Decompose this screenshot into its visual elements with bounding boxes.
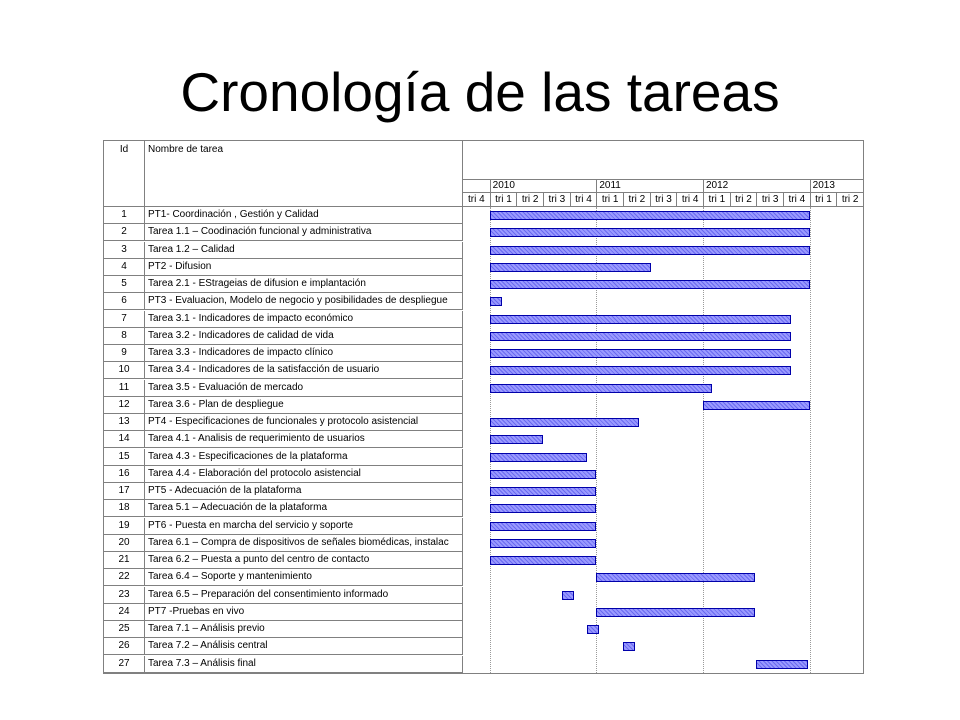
- task-id-cell: 13: [104, 414, 145, 431]
- task-bar: [623, 642, 635, 651]
- quarter-label: tri 2: [623, 193, 650, 207]
- task-bar: [490, 435, 543, 444]
- task-id-cell: 16: [104, 466, 145, 483]
- task-id-cell: 1: [104, 207, 145, 224]
- id-column-header: Id: [104, 141, 145, 207]
- task-name-cell: Tarea 7.2 – Análisis central: [145, 638, 463, 655]
- task-bar: [703, 401, 810, 410]
- task-id-cell: 23: [104, 587, 145, 604]
- task-id-cell: 12: [104, 397, 145, 414]
- task-name-cell: PT1- Coordinación , Gestión y Calidad: [145, 207, 463, 224]
- task-name-cell: Tarea 6.5 – Preparación del consentimiento informado: [145, 587, 463, 604]
- task-id-cell: 27: [104, 656, 145, 673]
- task-id-cell: 15: [104, 449, 145, 466]
- task-bar: [490, 453, 587, 462]
- task-name-cell: Tarea 4.1 - Analisis de requerimiento de usuarios: [145, 431, 463, 448]
- task-name-cell: PT6 - Puesta en marcha del servicio y soporte: [145, 518, 463, 535]
- task-bar: [587, 625, 599, 634]
- gantt-chart: [103, 140, 864, 674]
- task-bar: [596, 608, 755, 617]
- task-bar: [490, 228, 810, 237]
- task-id-cell: 25: [104, 621, 145, 638]
- task-bar: [490, 366, 791, 375]
- timescale-header: [463, 141, 863, 207]
- task-bar: [490, 297, 502, 306]
- quarter-label: tri 1: [596, 193, 623, 207]
- quarter-label: tri 2: [836, 193, 863, 207]
- task-name-column-header: Nombre de tarea: [145, 141, 463, 207]
- task-id-cell: 26: [104, 638, 145, 655]
- task-bar: [490, 522, 597, 531]
- task-bar: [490, 539, 597, 548]
- quarter-label: tri 1: [810, 193, 837, 207]
- task-name-cell: Tarea 7.1 – Análisis previo: [145, 621, 463, 638]
- quarter-label: tri 3: [650, 193, 677, 207]
- task-bar: [490, 487, 597, 496]
- task-name-cell: PT2 - Difusion: [145, 259, 463, 276]
- year-label: 2012: [703, 180, 810, 193]
- task-name-cell: Tarea 3.5 - Evaluación de mercado: [145, 380, 463, 397]
- task-name-cell: Tarea 6.1 – Compra de dispositivos de señales biomédicas, instalac: [145, 535, 463, 552]
- task-bar: [490, 504, 597, 513]
- task-bar: [490, 211, 810, 220]
- quarter-label: tri 3: [543, 193, 570, 207]
- task-name-cell: Tarea 3.6 - Plan de despliegue: [145, 397, 463, 414]
- task-bar: [490, 263, 651, 272]
- task-bar: [490, 332, 791, 341]
- task-bar: [490, 246, 810, 255]
- task-id-cell: 6: [104, 293, 145, 310]
- task-bar: [490, 556, 597, 565]
- year-label: 2010: [490, 180, 597, 193]
- quarter-label: tri 2: [516, 193, 543, 207]
- task-id-cell: 10: [104, 362, 145, 379]
- quarter-label: tri 4: [570, 193, 597, 207]
- quarter-label: tri 3: [756, 193, 783, 207]
- task-name-cell: PT7 -Pruebas en vivo: [145, 604, 463, 621]
- task-bar: [490, 384, 713, 393]
- year-label: 2011: [596, 180, 703, 193]
- year-label: 2013: [810, 180, 863, 193]
- task-id-cell: 3: [104, 242, 145, 259]
- task-bar: [490, 280, 810, 289]
- task-id-cell: 9: [104, 345, 145, 362]
- task-id-cell: 2: [104, 224, 145, 241]
- task-name-cell: Tarea 5.1 – Adecuación de la plataforma: [145, 500, 463, 517]
- task-name-cell: Tarea 6.4 – Soporte y mantenimiento: [145, 569, 463, 586]
- year-gridline: [596, 207, 597, 673]
- task-bar: [490, 315, 791, 324]
- task-id-cell: 4: [104, 259, 145, 276]
- task-id-cell: 8: [104, 328, 145, 345]
- task-name-cell: PT3 - Evaluacion, Modelo de negocio y posibilidades de despliegue: [145, 293, 463, 310]
- task-id-cell: 19: [104, 518, 145, 535]
- task-name-cell: Tarea 2.1 - EStrageias de difusion e implantación: [145, 276, 463, 293]
- task-id-cell: 24: [104, 604, 145, 621]
- task-name-cell: Tarea 3.4 - Indicadores de la satisfacción de usuario: [145, 362, 463, 379]
- task-bar: [756, 660, 808, 669]
- task-name-cell: Tarea 4.4 - Elaboración del protocolo asistencial: [145, 466, 463, 483]
- task-name-cell: PT4 - Especificaciones de funcionales y protocolo asistencial: [145, 414, 463, 431]
- task-name-cell: Tarea 4.3 - Especificaciones de la plataforma: [145, 449, 463, 466]
- quarter-label: tri 4: [467, 194, 485, 205]
- task-name-cell: Tarea 3.3 - Indicadores de impacto clínico: [145, 345, 463, 362]
- task-name-cell: PT5 - Adecuación de la plataforma: [145, 483, 463, 500]
- quarter-label: tri 1: [490, 193, 517, 207]
- task-bar: [562, 591, 574, 600]
- task-name-cell: Tarea 1.2 – Calidad: [145, 242, 463, 259]
- task-bar: [490, 418, 639, 427]
- task-id-cell: 14: [104, 431, 145, 448]
- quarter-label: tri 4: [676, 193, 703, 207]
- quarter-label: tri 1: [703, 193, 730, 207]
- task-bar: [596, 573, 755, 582]
- task-id-cell: 11: [104, 380, 145, 397]
- slide-title: Cronología de las tareas: [180, 61, 780, 123]
- quarter-label: tri 4: [783, 193, 810, 207]
- task-name-cell: Tarea 7.3 – Análisis final: [145, 656, 463, 673]
- task-bar: [490, 470, 597, 479]
- year-gridline: [810, 207, 811, 673]
- task-name-cell: Tarea 3.2 - Indicadores de calidad de vida: [145, 328, 463, 345]
- quarter-label: tri 2: [730, 193, 757, 207]
- task-name-cell: Tarea 3.1 - Indicadores de impacto económico: [145, 311, 463, 328]
- year-gridline: [703, 207, 704, 673]
- task-id-cell: 22: [104, 569, 145, 586]
- task-id-cell: 5: [104, 276, 145, 293]
- task-bar: [490, 349, 791, 358]
- task-name-cell: Tarea 1.1 – Coodinación funcional y administrativa: [145, 224, 463, 241]
- task-id-cell: 17: [104, 483, 145, 500]
- task-id-cell: 18: [104, 500, 145, 517]
- task-id-cell: 7: [104, 311, 145, 328]
- task-id-cell: 20: [104, 535, 145, 552]
- task-id-cell: 21: [104, 552, 145, 569]
- task-name-cell: Tarea 6.2 – Puesta a punto del centro de contacto: [145, 552, 463, 569]
- gantt-bar-area: [463, 207, 863, 673]
